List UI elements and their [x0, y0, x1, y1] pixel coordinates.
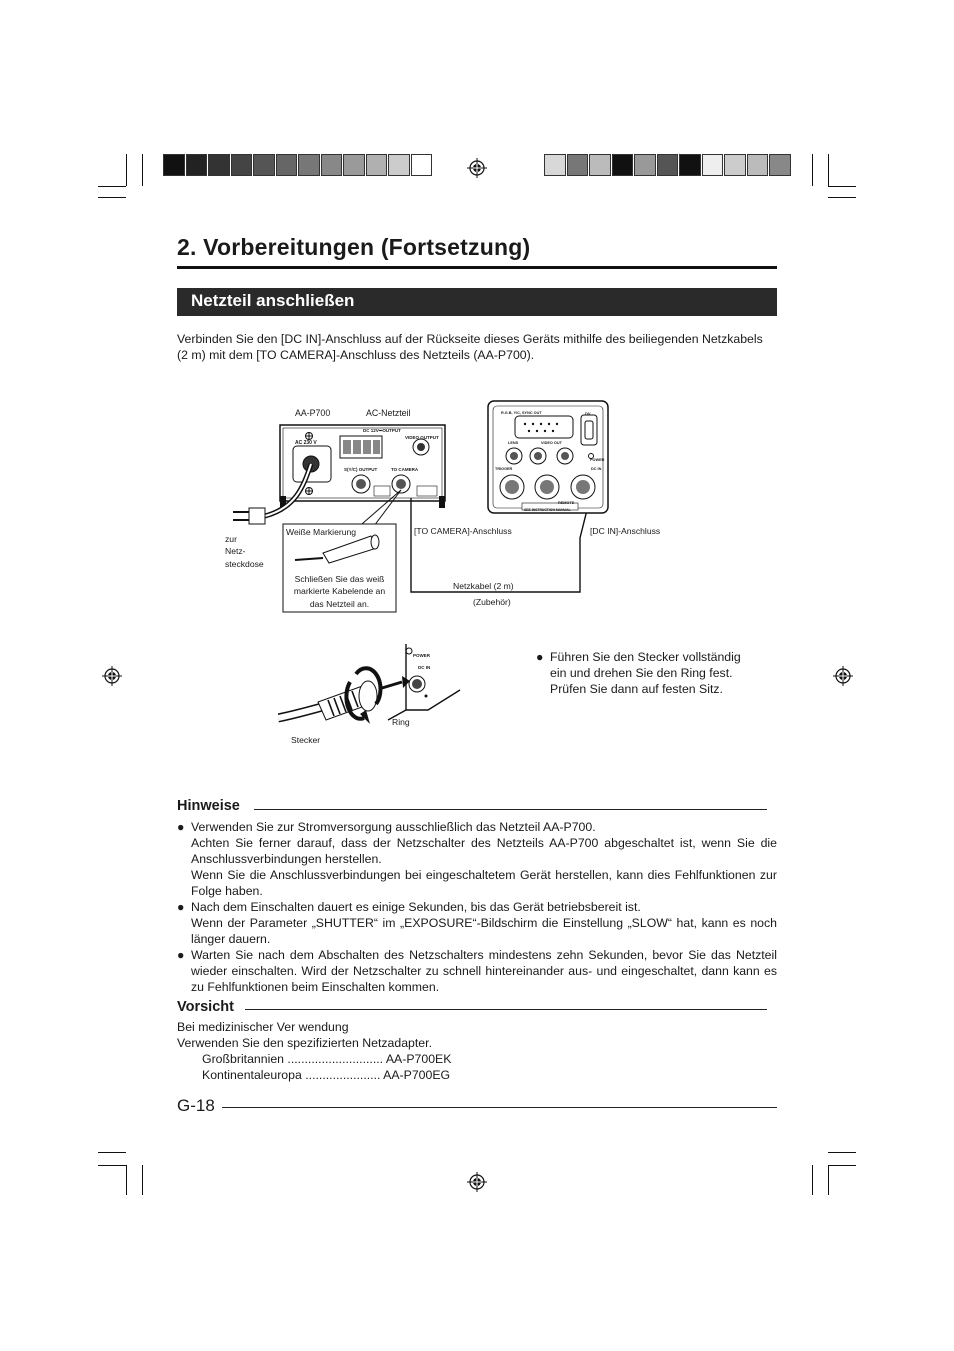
callout-line-2: markierte Kabelende an [293, 586, 386, 596]
color-swatch [388, 154, 410, 176]
label-aa-p700: AA-P700 [295, 408, 331, 418]
color-swatch [567, 154, 589, 176]
label-power: POWER [413, 653, 431, 658]
color-swatch [769, 154, 791, 176]
color-swatch [679, 154, 701, 176]
registration-mark-icon [467, 1172, 487, 1192]
color-swatch [544, 154, 566, 176]
bullet-icon: ● [177, 820, 185, 834]
color-swatch [343, 154, 365, 176]
callout-line-3: das Netzteil an. [309, 599, 370, 609]
footer-rule [222, 1107, 777, 1108]
registration-mark-icon [833, 666, 853, 686]
color-swatch [321, 154, 343, 176]
plug-instruction-line-2: ein und drehen Sie den Ring fest. [550, 666, 733, 680]
color-swatch [724, 154, 746, 176]
label-zubehoer: (Zubehör) [473, 597, 511, 607]
color-swatch [634, 154, 656, 176]
registration-mark-icon [467, 158, 487, 178]
vorsicht-line-1: Bei medizinischer Ver wendung [177, 1020, 349, 1034]
color-swatch [366, 154, 388, 176]
bullet-icon: ● [536, 650, 544, 664]
color-swatch [702, 154, 724, 176]
label-power-small: POWER [590, 458, 605, 462]
label-stecker: Stecker [291, 735, 321, 745]
color-swatch [612, 154, 634, 176]
ac-plug [249, 508, 265, 524]
label-to-camera-small: TO CAMERA [391, 467, 419, 472]
color-swatch [298, 154, 320, 176]
label-weisse-markierung: Weiße Markierung [286, 527, 357, 537]
vorsicht-heading: Vorsicht [177, 999, 234, 1015]
label-video-output: VIDEO OUTPUT [405, 435, 439, 440]
bullet-icon: ● [177, 900, 185, 914]
label-netzkabel: Netzkabel (2 m) [453, 581, 514, 591]
bullet-icon: ● [177, 948, 185, 962]
label-syc-output: S(Y/C) OUTPUT [344, 467, 378, 472]
color-swatch [411, 154, 433, 176]
vorsicht-line-4: Kontinentaleuropa ...................... AA-P700EG [202, 1068, 451, 1082]
color-swatch [186, 154, 208, 176]
color-swatch [231, 154, 253, 176]
section-title: Netzteil anschließen [191, 291, 355, 310]
connection-diagram [225, 398, 675, 618]
label-dc-in-anschluss: [DC IN]-Anschluss [590, 526, 661, 536]
label-ac-230v: AC 230 V [295, 440, 317, 446]
color-swatch [208, 154, 230, 176]
hinweise-item: ● Warten Sie nach dem Abschalten des Netzschalters mindestens zehn Sekunden, bevor Sie das Netzteil wieder einschalten. Wird der Netzschalter zu schnell hintereinander aus- und eingeschaltet, dann kann es zu Fehlfunktionen beim Einschalten kommen. [177, 948, 777, 994]
label-dc-in: DC IN [418, 665, 431, 670]
registration-mark-icon [102, 666, 122, 686]
label-ring: Ring [392, 717, 410, 727]
label-ac-netzteil: AC-Netzteil [366, 408, 411, 418]
callout-line-1: Schließen Sie das weiß [294, 574, 385, 584]
plug-instruction-line-1: Führen Sie den Stecker vollständig [550, 650, 741, 664]
vorsicht-text [177, 1019, 777, 1083]
label-rgb-sync-out: R.G.B, Y/C, SYNC OUT [501, 411, 542, 415]
plug-instruction [536, 649, 776, 697]
label-zur: zur [225, 534, 237, 544]
vorsicht-line-3: Großbritannien ............................ AA-P700EK [202, 1052, 452, 1066]
label-netz: Netz- [225, 546, 246, 556]
color-swatch [253, 154, 275, 176]
plug-instruction-line-3: Prüfen Sie dann auf festen Sitz. [550, 682, 723, 696]
vorsicht-rule [245, 1009, 767, 1010]
color-bar-right [544, 154, 792, 176]
hinweise-heading: Hinweise [177, 798, 240, 814]
label-trigger: TRIGGER [495, 467, 513, 471]
color-swatch [589, 154, 611, 176]
hinweise-rule [254, 809, 767, 810]
section-header [177, 288, 777, 316]
hinweise-list [177, 819, 777, 995]
label-dc-in-small: DC IN [591, 467, 602, 471]
vorsicht-line-2: Verwenden Sie den spezifizierten Netzadapter. [177, 1036, 432, 1050]
color-bar-left [163, 154, 433, 176]
title-rule [177, 266, 777, 269]
hinweise-item: ● Verwenden Sie zur Stromversorgung ausschließlich das Netzteil AA-P700. Achten Sie ferner darauf, dass der Netzschalter des Netzteils AA-P700 abgeschaltet ist, wenn Sie die Anschlussverbindungen herstellen. Wenn Sie die Anschlussverbindungen bei eingeschaltetem Gerät herstellen, kann dies Fehlfunktionen zur Folge haben. [177, 820, 777, 898]
page-title: 2. Vorbereitungen (Fortsetzung) [177, 234, 531, 260]
label-video-out: VIDEO OUT [541, 441, 562, 445]
intro-paragraph: Verbinden Sie den [DC IN]-Anschluss auf der Rückseite dieses Geräts mithilfe des beiliegenden Netzkabels (2 m) mit dem [TO CAMERA]-Anschluss des Netzteils (AA-P700). [177, 332, 763, 362]
color-swatch [276, 154, 298, 176]
label-steckdose: steckdose [225, 559, 264, 569]
label-see-manual: SEE INSTRUCTION MANUAL [524, 508, 571, 512]
label-remote: REMOTE [558, 501, 575, 505]
color-swatch [747, 154, 769, 176]
plug-diagram [278, 640, 468, 750]
label-to-camera-anschluss: [TO CAMERA]-Anschluss [414, 526, 512, 536]
color-swatch [657, 154, 679, 176]
color-swatch [163, 154, 185, 176]
label-dc-output: DC 12V⎓OUTPUT [363, 428, 401, 433]
label-dv: DV [585, 411, 591, 416]
label-lens: LENS [508, 441, 519, 445]
page-number: G-18 [177, 1096, 215, 1115]
hinweise-item: ● Nach dem Einschalten dauert es einige Sekunden, bis das Gerät betriebsbereit ist. Wenn der Parameter „SHUTTER“ im „EXPOSURE“-Bildschirm die Einstellung „SLOW“ hat, kann es noch länger dauern. [177, 900, 777, 946]
